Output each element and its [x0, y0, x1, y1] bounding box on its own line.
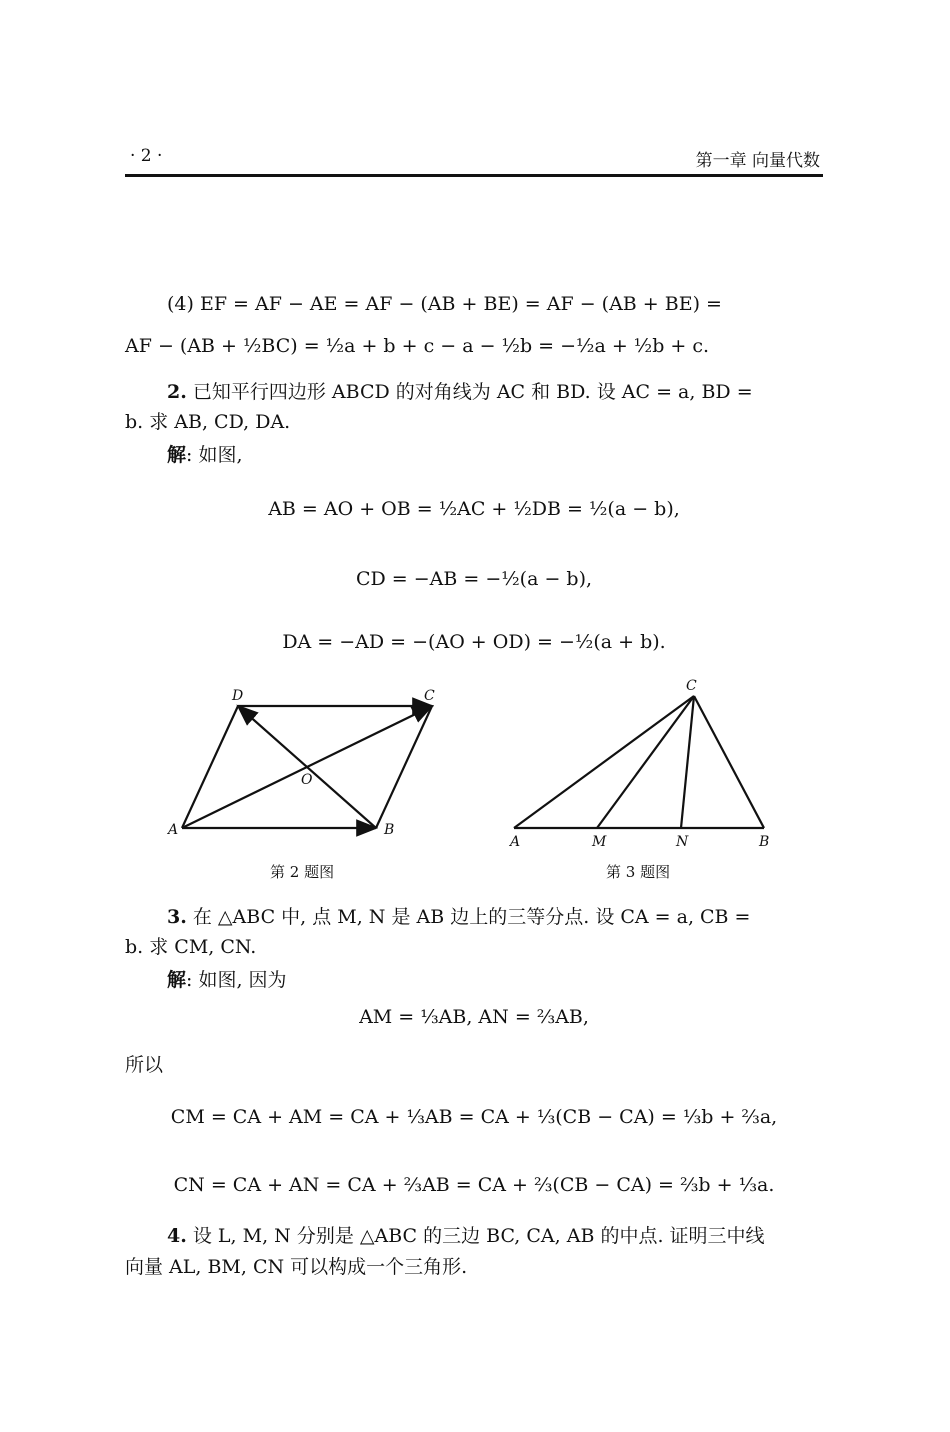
part4-line1: (4) EF = AF − AE = AF − (AB + BE) = AF − (AB + BE) =: [167, 293, 722, 315]
label-D: D: [232, 688, 244, 704]
chapter-title: 第一章 向量代数: [695, 151, 820, 171]
problem4-statement: 4. 设 L, M, N 分别是 △ABC 的三边 BC, CA, AB 的中点. 证明三中线: [167, 1225, 765, 1247]
segment-CN: [681, 696, 694, 828]
problem2-statement-cont: b. 求 AB, CD, DA.: [125, 411, 291, 433]
problem3-eq1: AM = ⅓AB, AN = ⅔AB,: [359, 1006, 589, 1028]
label-C: C: [686, 678, 697, 694]
figure2-caption: 第 2 题图: [270, 863, 335, 881]
problem3-eq2: CM = CA + AM = CA + ⅓AB = CA + ⅓(CB − CA) = ⅓b + ⅔a,: [170, 1106, 778, 1128]
edge-AD: [182, 706, 238, 828]
problem3-so: 所以: [125, 1054, 164, 1076]
problem3-eq3: CN = CA + AN = CA + ⅔AB = CA + ⅔(CB − CA) = ⅔b + ⅓a.: [173, 1174, 775, 1196]
label-A: A: [510, 834, 521, 850]
diagonal-BD: [238, 706, 376, 828]
edge-CB: [694, 696, 764, 828]
label-B: B: [759, 834, 770, 850]
label-C: C: [424, 688, 435, 704]
median-CM: [597, 696, 694, 828]
figure3-caption: 第 3 题图: [606, 863, 671, 881]
problem3-statement-cont: b. 求 CM, CN.: [125, 936, 257, 958]
label-B: B: [384, 822, 395, 838]
page-number: · 2 ·: [130, 146, 163, 166]
label-A: A: [168, 822, 179, 838]
problem2-eq2: CD = −AB = −½(a − b),: [355, 568, 593, 590]
problem3-statement: 3. 在 △ABC 中, 点 M, N 是 AB 边上的三等分点. 设 CA = a, CB =: [167, 906, 751, 928]
problem3-solution-intro: 解: 如图, 因为: [167, 969, 287, 991]
label-M: M: [592, 834, 607, 850]
header-rule: [125, 174, 823, 177]
problem2-eq3: DA = −AD = −(AO + OD) = −½(a + b).: [282, 631, 666, 653]
figure3-triangle: [500, 672, 790, 852]
figure2-parallelogram: [160, 682, 460, 852]
label-N: N: [676, 834, 689, 850]
problem2-statement: 2. 已知平行四边形 ABCD 的对角线为 AC 和 BD. 设 AC = a, BD =: [167, 381, 753, 403]
problem4-statement-cont: 向量 AL, BM, CN 可以构成一个三角形.: [125, 1256, 468, 1278]
problem2-solution-intro: 解: 如图,: [167, 444, 243, 466]
edge-AC: [514, 696, 694, 828]
edge-CB: [376, 706, 432, 828]
label-O: O: [301, 772, 313, 788]
problem2-eq1: AB = AO + OB = ½AC + ½DB = ½(a − b),: [268, 498, 680, 520]
part4-line2: AF − (AB + ½BC) = ½a + b + c − a − ½b = −½a + ½b + c.: [125, 335, 710, 357]
